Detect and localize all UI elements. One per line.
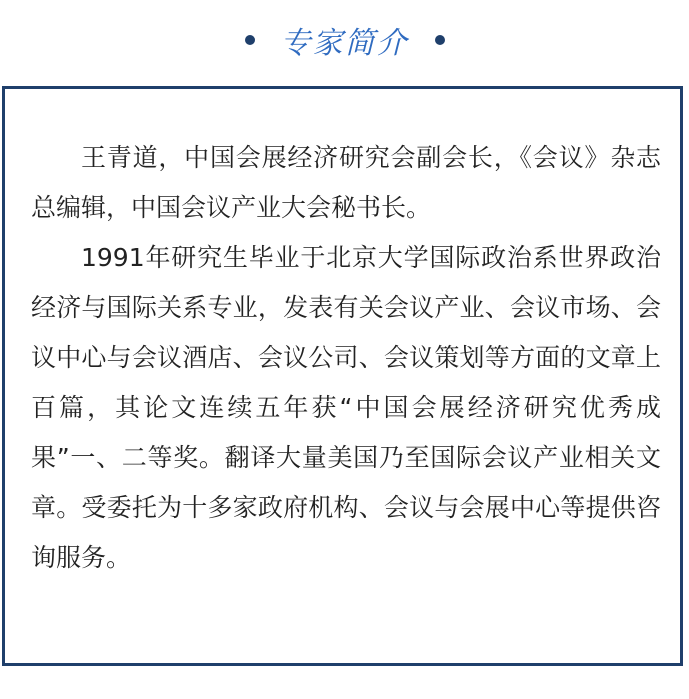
bio-panel [2,86,683,666]
bio-paragraph-1: 王青道，中国会展经济研究会副会长，《会议》杂志总编辑，中国会议产业大会秘书长。 [31,143,661,222]
section-header [0,0,689,84]
bio-paragraph-2: 1991年研究生毕业于北京大学国际政治系世界政治经济与国际关系专业，发表有关会议产业、会议市场、会议中心与会议酒店、会议公司、会议策划等方面的文章上百篇，其论文连续五年获“中国会展经济研究优秀成果”一、二等奖。翻译大量美国乃至国际会议产业相关文章。受委托为十多家政府机构、会议与会展中心等提供咨询服务。 [31,243,661,572]
bio-content [31,133,661,583]
section-header-inner [245,18,445,62]
right-dot-icon [435,35,445,45]
section-title: 专家简介 [280,26,409,61]
left-dot-icon [245,35,255,45]
